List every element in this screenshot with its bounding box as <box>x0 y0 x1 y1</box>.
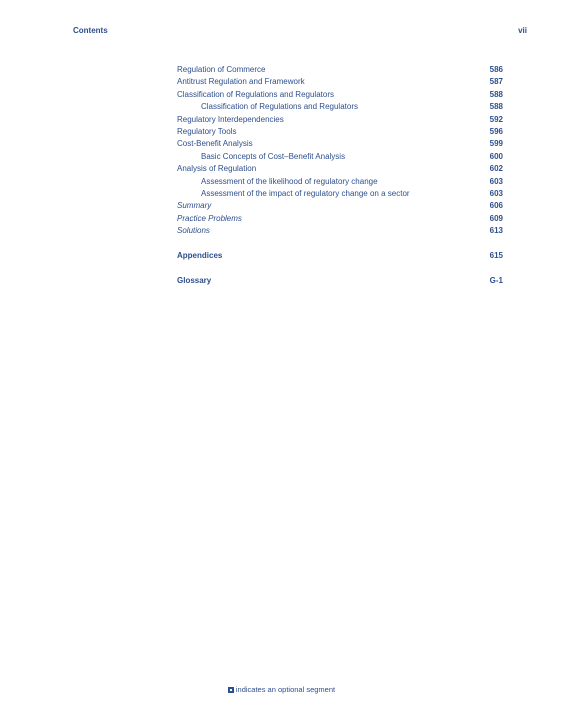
toc-entry-glossary[interactable] <box>177 275 503 287</box>
toc-subentry[interactable] <box>177 188 503 200</box>
toc-entry-page: 596 <box>489 126 503 136</box>
toc-entry-page: 588 <box>489 102 503 112</box>
toc-entry-label: Basic Concepts of Cost–Benefit Analysis <box>201 151 346 161</box>
toc-subentry[interactable] <box>177 101 503 113</box>
toc-entry-label: Antitrust Regulation and Framework <box>177 77 305 87</box>
toc-entry-label: Classification of Regulations and Regulators <box>177 89 334 99</box>
toc-entry-label: Classification of Regulations and Regulators <box>201 102 358 112</box>
toc-entry-solutions[interactable] <box>177 225 503 237</box>
toc-entry-label: Cost-Benefit Analysis <box>177 139 253 149</box>
toc-entry-page: 603 <box>489 188 503 198</box>
toc-entry-page: 603 <box>489 176 503 186</box>
toc-entry-label: Regulatory Interdependencies <box>177 114 284 124</box>
toc-entry-page: 602 <box>489 164 503 174</box>
toc-entry-label: Analysis of Regulation <box>177 164 257 174</box>
toc-entry-label: Assessment of the impact of regulatory change on a sector <box>201 188 410 198</box>
table-of-contents <box>177 64 503 287</box>
toc-entry-label: Summary <box>177 201 212 211</box>
toc-entry-label: Assessment of the likelihood of regulatory change <box>201 176 378 186</box>
toc-entry-label: Solutions <box>177 226 210 236</box>
toc-entry-label: Glossary <box>177 276 212 286</box>
toc-entry-appendices[interactable] <box>177 250 503 262</box>
toc-entry[interactable] <box>177 163 503 175</box>
toc-entry-page: 606 <box>489 201 503 211</box>
toc-entry[interactable] <box>177 126 503 138</box>
toc-entry-page: 592 <box>489 114 503 124</box>
toc-entry[interactable] <box>177 114 503 126</box>
toc-entry-page: 599 <box>489 139 503 149</box>
toc-entry-summary[interactable] <box>177 200 503 212</box>
toc-entry-page: G-1 <box>489 276 503 286</box>
toc-entry[interactable] <box>177 89 503 101</box>
toc-subentry[interactable] <box>177 151 503 163</box>
toc-entry-label: Appendices <box>177 251 223 261</box>
toc-entry[interactable] <box>177 138 503 150</box>
page-number: vii <box>518 26 527 35</box>
optional-segment-text: indicates an optional segment <box>235 685 336 694</box>
optional-segment-note <box>0 685 563 694</box>
toc-entry[interactable] <box>177 76 503 88</box>
optional-segment-icon <box>228 687 234 693</box>
toc-entry-practice-problems[interactable] <box>177 213 503 225</box>
running-head-title: Contents <box>73 26 108 35</box>
toc-entry-page: 586 <box>489 65 503 74</box>
toc-entry[interactable] <box>177 64 503 76</box>
toc-subentry[interactable] <box>177 176 503 188</box>
toc-entry-page: 615 <box>489 251 503 261</box>
toc-entry-page: 613 <box>489 226 503 236</box>
toc-entry-label: Regulatory Tools <box>177 126 237 136</box>
toc-entry-label: Practice Problems <box>177 213 242 223</box>
toc-entry-label: Regulation of Commerce <box>177 65 266 74</box>
running-head <box>0 26 563 38</box>
toc-entry-page: 600 <box>489 151 503 161</box>
toc-entry-page: 587 <box>489 77 503 87</box>
toc-entry-page: 609 <box>489 213 503 223</box>
toc-entry-page: 588 <box>489 89 503 99</box>
